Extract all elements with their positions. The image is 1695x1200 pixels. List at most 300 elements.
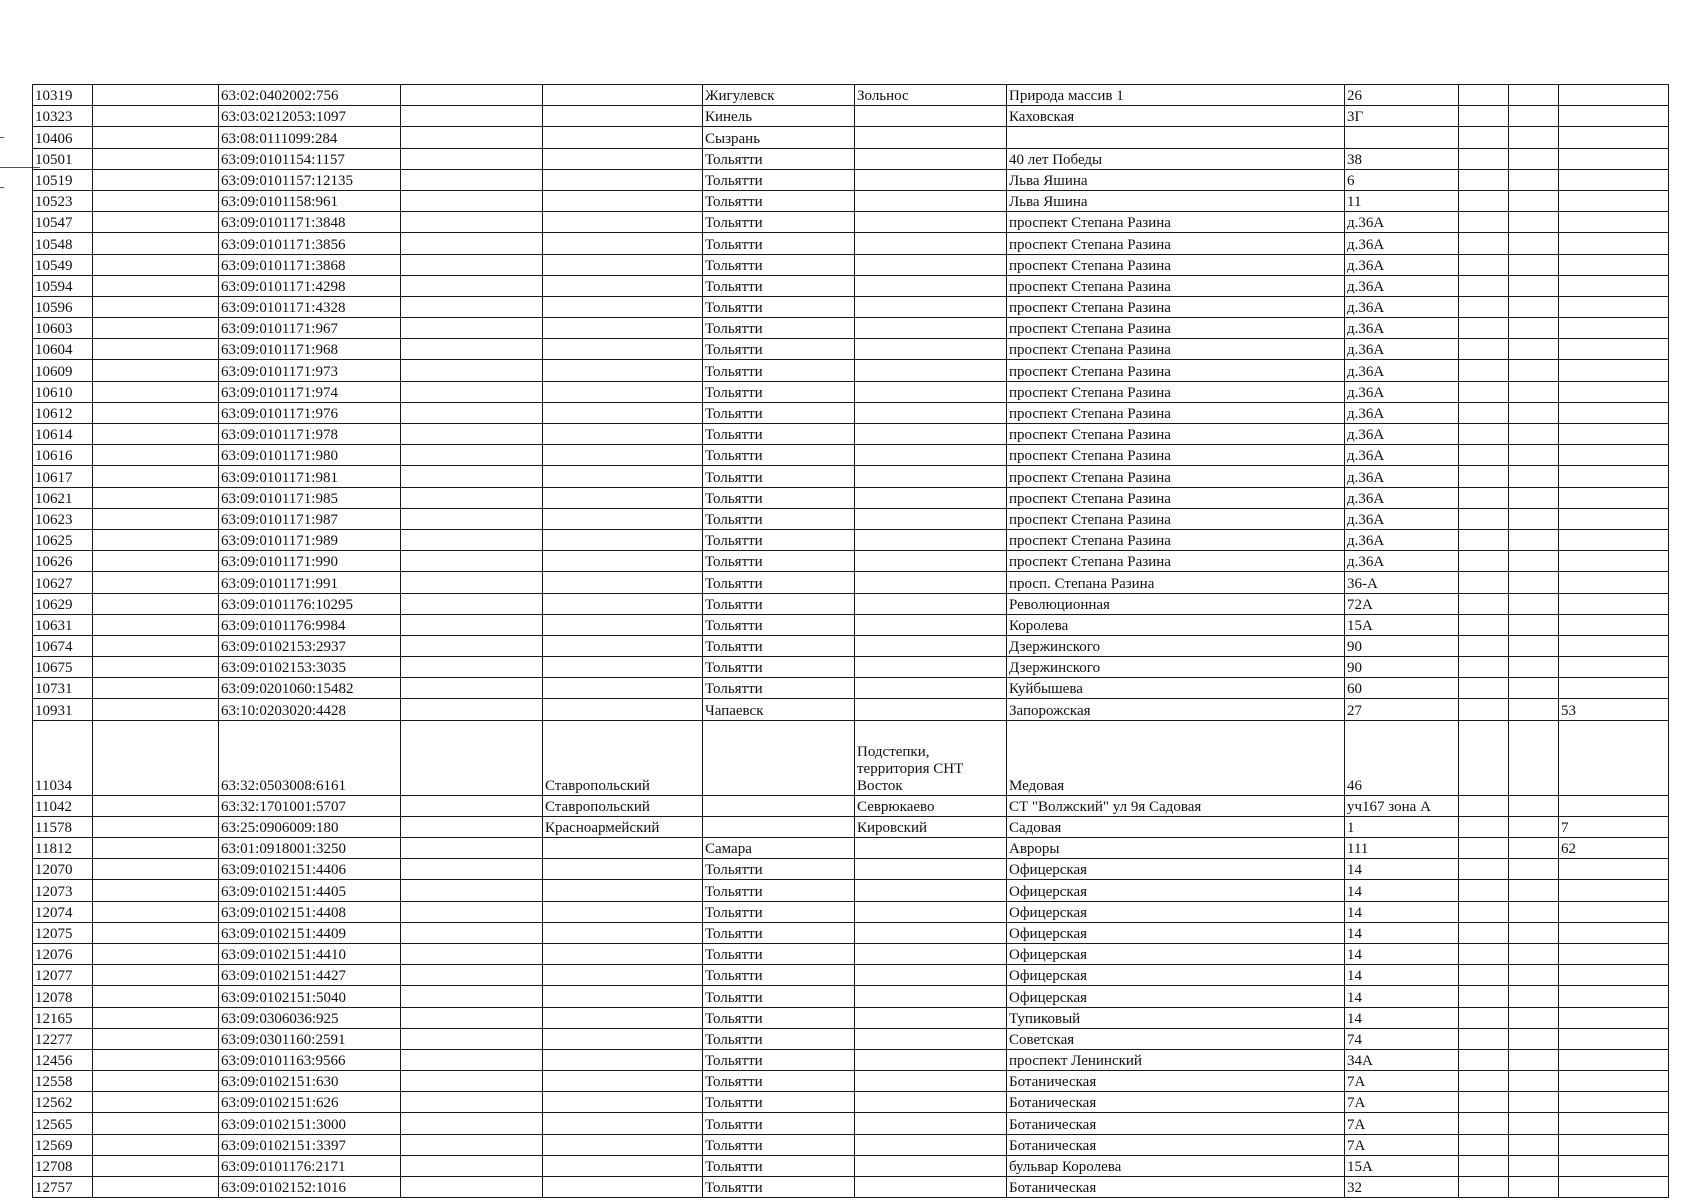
locality-cell — [855, 233, 1007, 254]
street-cell: Авроры — [1007, 838, 1345, 859]
empty-cell — [93, 466, 219, 487]
street-cell: Ботаническая — [1007, 1092, 1345, 1113]
extra-cell: 7 — [1559, 816, 1669, 837]
empty-cell — [1509, 190, 1559, 211]
table-row — [33, 678, 1669, 699]
id-cell: 10594 — [33, 275, 93, 296]
district-cell: Ставропольский — [543, 795, 703, 816]
empty-cell — [1509, 880, 1559, 901]
table-row — [33, 254, 1669, 275]
empty-cell — [93, 572, 219, 593]
empty-cell — [1459, 859, 1509, 880]
house-cell: 6 — [1345, 169, 1459, 190]
empty-cell — [401, 551, 543, 572]
extra-cell — [1559, 148, 1669, 169]
empty-cell — [93, 1092, 219, 1113]
house-cell: д.36А — [1345, 318, 1459, 339]
district-cell — [543, 965, 703, 986]
extra-cell — [1559, 127, 1669, 148]
table-row — [33, 614, 1669, 635]
extra-cell — [1559, 922, 1669, 943]
street-cell: проспект Степана Разина — [1007, 445, 1345, 466]
empty-cell — [1509, 1028, 1559, 1049]
table-row — [33, 1028, 1669, 1049]
table-row — [33, 233, 1669, 254]
house-cell: 14 — [1345, 859, 1459, 880]
house-cell: д.36А — [1345, 551, 1459, 572]
table-row — [33, 148, 1669, 169]
extra-cell — [1559, 1092, 1669, 1113]
locality-cell — [855, 859, 1007, 880]
table-row — [33, 1113, 1669, 1134]
extra-cell — [1559, 296, 1669, 317]
id-cell: 10609 — [33, 360, 93, 381]
street-cell: проспект Степана Разина — [1007, 424, 1345, 445]
empty-cell — [401, 880, 543, 901]
locality-cell — [855, 1155, 1007, 1176]
cadastral-number-cell: 63:09:0101171:3848 — [219, 212, 401, 233]
house-cell: 7А — [1345, 1071, 1459, 1092]
house-cell: уч167 зона А — [1345, 795, 1459, 816]
empty-cell — [1459, 381, 1509, 402]
locality-cell — [855, 1028, 1007, 1049]
empty-cell — [1459, 1113, 1509, 1134]
empty-cell — [401, 339, 543, 360]
id-cell: 10621 — [33, 487, 93, 508]
district-cell — [543, 572, 703, 593]
empty-cell — [1509, 816, 1559, 837]
id-cell: 12569 — [33, 1134, 93, 1155]
city-cell: Тольятти — [703, 1092, 855, 1113]
cadastral-number-cell: 63:01:0918001:3250 — [219, 838, 401, 859]
extra-cell — [1559, 901, 1669, 922]
empty-cell — [1459, 127, 1509, 148]
house-cell: 7А — [1345, 1134, 1459, 1155]
locality-cell — [855, 190, 1007, 211]
extra-cell — [1559, 965, 1669, 986]
empty-cell — [401, 699, 543, 720]
locality-cell: Подстепки, территория СНТ Восток — [855, 720, 1007, 795]
table-row — [33, 1049, 1669, 1070]
empty-cell — [93, 1049, 219, 1070]
extra-cell — [1559, 85, 1669, 106]
street-cell: Ботаническая — [1007, 1071, 1345, 1092]
city-cell: Кинель — [703, 106, 855, 127]
empty-cell — [1509, 445, 1559, 466]
empty-cell — [93, 445, 219, 466]
locality-cell — [855, 1007, 1007, 1028]
table-row — [33, 296, 1669, 317]
empty-cell — [1459, 657, 1509, 678]
table-row — [33, 699, 1669, 720]
city-cell: Тольятти — [703, 445, 855, 466]
empty-cell — [1459, 880, 1509, 901]
extra-cell — [1559, 1028, 1669, 1049]
empty-cell — [1459, 699, 1509, 720]
empty-cell — [401, 838, 543, 859]
city-cell: Сызрань — [703, 127, 855, 148]
empty-cell — [93, 508, 219, 529]
table-row — [33, 212, 1669, 233]
table-row — [33, 635, 1669, 656]
empty-cell — [93, 593, 219, 614]
empty-cell — [1509, 1113, 1559, 1134]
city-cell: Тольятти — [703, 190, 855, 211]
empty-cell — [1509, 1177, 1559, 1198]
city-cell: Тольятти — [703, 1049, 855, 1070]
table-row — [33, 169, 1669, 190]
id-cell: 10519 — [33, 169, 93, 190]
empty-cell — [1459, 254, 1509, 275]
empty-cell — [1459, 529, 1509, 550]
cadastral-number-cell: 63:09:0102151:4427 — [219, 965, 401, 986]
empty-cell — [1509, 551, 1559, 572]
id-cell: 11578 — [33, 816, 93, 837]
district-cell — [543, 318, 703, 339]
locality-cell — [855, 508, 1007, 529]
cadastral-number-cell: 63:25:0906009:180 — [219, 816, 401, 837]
city-cell: Тольятти — [703, 360, 855, 381]
table-row — [33, 339, 1669, 360]
extra-cell — [1559, 106, 1669, 127]
id-cell: 10596 — [33, 296, 93, 317]
extra-cell — [1559, 1177, 1669, 1198]
table-row — [33, 816, 1669, 837]
cadastral-number-cell: 63:09:0101154:1157 — [219, 148, 401, 169]
district-cell — [543, 190, 703, 211]
empty-cell — [401, 1092, 543, 1113]
street-cell: проспект Степана Разина — [1007, 466, 1345, 487]
city-cell — [703, 816, 855, 837]
cadastral-number-cell: 63:10:0203020:4428 — [219, 699, 401, 720]
district-cell — [543, 106, 703, 127]
empty-cell — [93, 212, 219, 233]
empty-cell — [1459, 986, 1509, 1007]
district-cell — [543, 445, 703, 466]
cadastral-number-cell: 63:03:0212053:1097 — [219, 106, 401, 127]
locality-cell — [855, 360, 1007, 381]
city-cell: Тольятти — [703, 233, 855, 254]
empty-cell — [401, 795, 543, 816]
table-row — [33, 424, 1669, 445]
empty-cell — [93, 614, 219, 635]
empty-cell — [93, 360, 219, 381]
cadastral-number-cell: 63:09:0102151:4408 — [219, 901, 401, 922]
street-cell: Офицерская — [1007, 943, 1345, 964]
table-row — [33, 487, 1669, 508]
empty-cell — [401, 572, 543, 593]
district-cell: Ставропольский — [543, 720, 703, 795]
street-cell: проспект Степана Разина — [1007, 233, 1345, 254]
house-cell: д.36А — [1345, 508, 1459, 529]
id-cell: 12076 — [33, 943, 93, 964]
extra-cell — [1559, 678, 1669, 699]
locality-cell — [855, 424, 1007, 445]
empty-cell — [401, 275, 543, 296]
street-cell: проспект Степана Разина — [1007, 508, 1345, 529]
empty-cell — [93, 169, 219, 190]
district-cell — [543, 678, 703, 699]
extra-cell — [1559, 657, 1669, 678]
id-cell: 10319 — [33, 85, 93, 106]
cadastral-number-cell: 63:09:0301160:2591 — [219, 1028, 401, 1049]
empty-cell — [1509, 838, 1559, 859]
district-cell — [543, 838, 703, 859]
city-cell: Тольятти — [703, 487, 855, 508]
id-cell: 10549 — [33, 254, 93, 275]
empty-cell — [401, 1155, 543, 1176]
empty-cell — [1459, 360, 1509, 381]
id-cell: 10617 — [33, 466, 93, 487]
cadastral-number-cell: 63:32:1701001:5707 — [219, 795, 401, 816]
empty-cell — [401, 1028, 543, 1049]
empty-cell — [1509, 657, 1559, 678]
extra-cell — [1559, 169, 1669, 190]
locality-cell — [855, 635, 1007, 656]
cadastral-number-cell: 63:09:0102151:630 — [219, 1071, 401, 1092]
street-cell: Офицерская — [1007, 986, 1345, 1007]
empty-cell — [1509, 169, 1559, 190]
locality-cell — [855, 212, 1007, 233]
city-cell: Тольятти — [703, 572, 855, 593]
district-cell — [543, 1049, 703, 1070]
house-cell: д.36А — [1345, 381, 1459, 402]
empty-cell — [1509, 1155, 1559, 1176]
empty-cell — [401, 635, 543, 656]
empty-cell — [93, 1071, 219, 1092]
empty-cell — [93, 296, 219, 317]
empty-cell — [401, 169, 543, 190]
city-cell: Тольятти — [703, 635, 855, 656]
empty-cell — [1459, 1071, 1509, 1092]
locality-cell — [855, 593, 1007, 614]
city-cell: Тольятти — [703, 1155, 855, 1176]
empty-cell — [1459, 148, 1509, 169]
locality-cell — [855, 169, 1007, 190]
empty-cell — [93, 1177, 219, 1198]
id-cell: 10548 — [33, 233, 93, 254]
cadastral-number-cell: 63:09:0201060:15482 — [219, 678, 401, 699]
empty-cell — [93, 678, 219, 699]
house-cell: 14 — [1345, 986, 1459, 1007]
district-cell — [543, 1155, 703, 1176]
extra-cell: 62 — [1559, 838, 1669, 859]
empty-cell — [93, 424, 219, 445]
empty-cell — [401, 1113, 543, 1134]
empty-cell — [401, 816, 543, 837]
cadastral-number-cell: 63:09:0102151:5040 — [219, 986, 401, 1007]
empty-cell — [1459, 678, 1509, 699]
house-cell: 15А — [1345, 1155, 1459, 1176]
extra-cell — [1559, 466, 1669, 487]
cadastral-number-cell: 63:09:0101163:9566 — [219, 1049, 401, 1070]
table-row — [33, 657, 1669, 678]
city-cell: Тольятти — [703, 296, 855, 317]
city-cell: Жигулевск — [703, 85, 855, 106]
district-cell — [543, 614, 703, 635]
district-cell — [543, 275, 703, 296]
locality-cell — [855, 943, 1007, 964]
street-cell: Офицерская — [1007, 880, 1345, 901]
cadastral-number-cell: 63:09:0102153:3035 — [219, 657, 401, 678]
id-cell: 10604 — [33, 339, 93, 360]
street-cell: проспект Степана Разина — [1007, 296, 1345, 317]
house-cell: 72А — [1345, 593, 1459, 614]
street-cell: проспект Ленинский — [1007, 1049, 1345, 1070]
extra-cell — [1559, 233, 1669, 254]
id-cell: 10631 — [33, 614, 93, 635]
cadastral-number-cell: 63:09:0101171:990 — [219, 551, 401, 572]
empty-cell — [1509, 360, 1559, 381]
extra-cell — [1559, 318, 1669, 339]
locality-cell — [855, 529, 1007, 550]
empty-cell — [93, 551, 219, 572]
id-cell: 12165 — [33, 1007, 93, 1028]
empty-cell — [1459, 1155, 1509, 1176]
empty-cell — [1509, 986, 1559, 1007]
house-cell: 3Г — [1345, 106, 1459, 127]
district-cell — [543, 254, 703, 275]
empty-cell — [93, 339, 219, 360]
table-row — [33, 381, 1669, 402]
street-cell: Ботаническая — [1007, 1177, 1345, 1198]
empty-cell — [1509, 106, 1559, 127]
district-cell — [543, 339, 703, 360]
city-cell: Тольятти — [703, 402, 855, 423]
cadastral-number-cell: 63:09:0101171:987 — [219, 508, 401, 529]
cadastral-number-cell: 63:09:0101171:981 — [219, 466, 401, 487]
extra-cell — [1559, 254, 1669, 275]
empty-cell — [401, 943, 543, 964]
empty-cell — [1459, 965, 1509, 986]
street-cell: Советская — [1007, 1028, 1345, 1049]
street-cell: Куйбышева — [1007, 678, 1345, 699]
house-cell: д.36А — [1345, 424, 1459, 445]
district-cell — [543, 233, 703, 254]
empty-cell — [401, 1049, 543, 1070]
city-cell — [703, 795, 855, 816]
empty-cell — [401, 986, 543, 1007]
cadastral-number-cell: 63:09:0102153:2937 — [219, 635, 401, 656]
table-row — [33, 1134, 1669, 1155]
empty-cell — [401, 657, 543, 678]
district-cell — [543, 880, 703, 901]
extra-cell — [1559, 508, 1669, 529]
street-cell: проспект Степана Разина — [1007, 360, 1345, 381]
cadastral-number-cell: 63:09:0101171:973 — [219, 360, 401, 381]
empty-cell — [401, 402, 543, 423]
empty-cell — [1509, 678, 1559, 699]
locality-cell — [855, 402, 1007, 423]
empty-cell — [401, 254, 543, 275]
house-cell: 38 — [1345, 148, 1459, 169]
empty-cell — [401, 593, 543, 614]
id-cell: 12078 — [33, 986, 93, 1007]
extra-cell — [1559, 1134, 1669, 1155]
extra-cell — [1559, 572, 1669, 593]
locality-cell — [855, 838, 1007, 859]
empty-cell — [1459, 838, 1509, 859]
city-cell: Тольятти — [703, 859, 855, 880]
extra-cell — [1559, 339, 1669, 360]
empty-cell — [93, 965, 219, 986]
street-cell: Садовая — [1007, 816, 1345, 837]
empty-cell — [1509, 1049, 1559, 1070]
street-cell: Офицерская — [1007, 965, 1345, 986]
district-cell — [543, 127, 703, 148]
locality-cell — [855, 148, 1007, 169]
table-row — [33, 795, 1669, 816]
house-cell: 74 — [1345, 1028, 1459, 1049]
district-cell — [543, 487, 703, 508]
id-cell: 10629 — [33, 593, 93, 614]
empty-cell — [1509, 635, 1559, 656]
table-row — [33, 986, 1669, 1007]
empty-cell — [1509, 296, 1559, 317]
empty-cell — [1459, 943, 1509, 964]
empty-cell — [93, 529, 219, 550]
id-cell: 12558 — [33, 1071, 93, 1092]
extra-cell — [1559, 275, 1669, 296]
empty-cell — [93, 901, 219, 922]
empty-cell — [401, 965, 543, 986]
house-cell: 14 — [1345, 901, 1459, 922]
extra-cell — [1559, 445, 1669, 466]
empty-cell — [93, 880, 219, 901]
table-row — [33, 1092, 1669, 1113]
table-row — [33, 880, 1669, 901]
empty-cell — [1509, 487, 1559, 508]
house-cell: 15А — [1345, 614, 1459, 635]
empty-cell — [1459, 593, 1509, 614]
empty-cell — [1509, 901, 1559, 922]
cadastral-number-cell: 63:09:0101171:4298 — [219, 275, 401, 296]
city-cell: Тольятти — [703, 986, 855, 1007]
street-cell: Дзержинского — [1007, 635, 1345, 656]
id-cell: 12565 — [33, 1113, 93, 1134]
empty-cell — [1459, 1134, 1509, 1155]
locality-cell — [855, 1092, 1007, 1113]
empty-cell — [1459, 614, 1509, 635]
district-cell — [543, 1113, 703, 1134]
empty-cell — [93, 943, 219, 964]
extra-cell — [1559, 551, 1669, 572]
empty-cell — [93, 838, 219, 859]
table-row — [33, 1177, 1669, 1198]
cadastral-number-cell: 63:09:0101171:967 — [219, 318, 401, 339]
empty-cell — [401, 106, 543, 127]
extra-cell — [1559, 986, 1669, 1007]
district-cell — [543, 901, 703, 922]
table-row — [33, 720, 1669, 795]
empty-cell — [1459, 508, 1509, 529]
empty-cell — [1459, 922, 1509, 943]
house-cell: 14 — [1345, 943, 1459, 964]
cadastral-number-cell: 63:09:0101176:2171 — [219, 1155, 401, 1176]
house-cell: д.36А — [1345, 339, 1459, 360]
cadastral-number-cell: 63:09:0102151:4410 — [219, 943, 401, 964]
cadastral-number-cell: 63:09:0101158:961 — [219, 190, 401, 211]
table-row — [33, 445, 1669, 466]
id-cell: 10623 — [33, 508, 93, 529]
empty-cell — [1459, 816, 1509, 837]
street-cell: проспект Степана Разина — [1007, 275, 1345, 296]
empty-cell — [401, 1134, 543, 1155]
id-cell: 12075 — [33, 922, 93, 943]
city-cell: Тольятти — [703, 551, 855, 572]
empty-cell — [93, 487, 219, 508]
city-cell: Тольятти — [703, 381, 855, 402]
